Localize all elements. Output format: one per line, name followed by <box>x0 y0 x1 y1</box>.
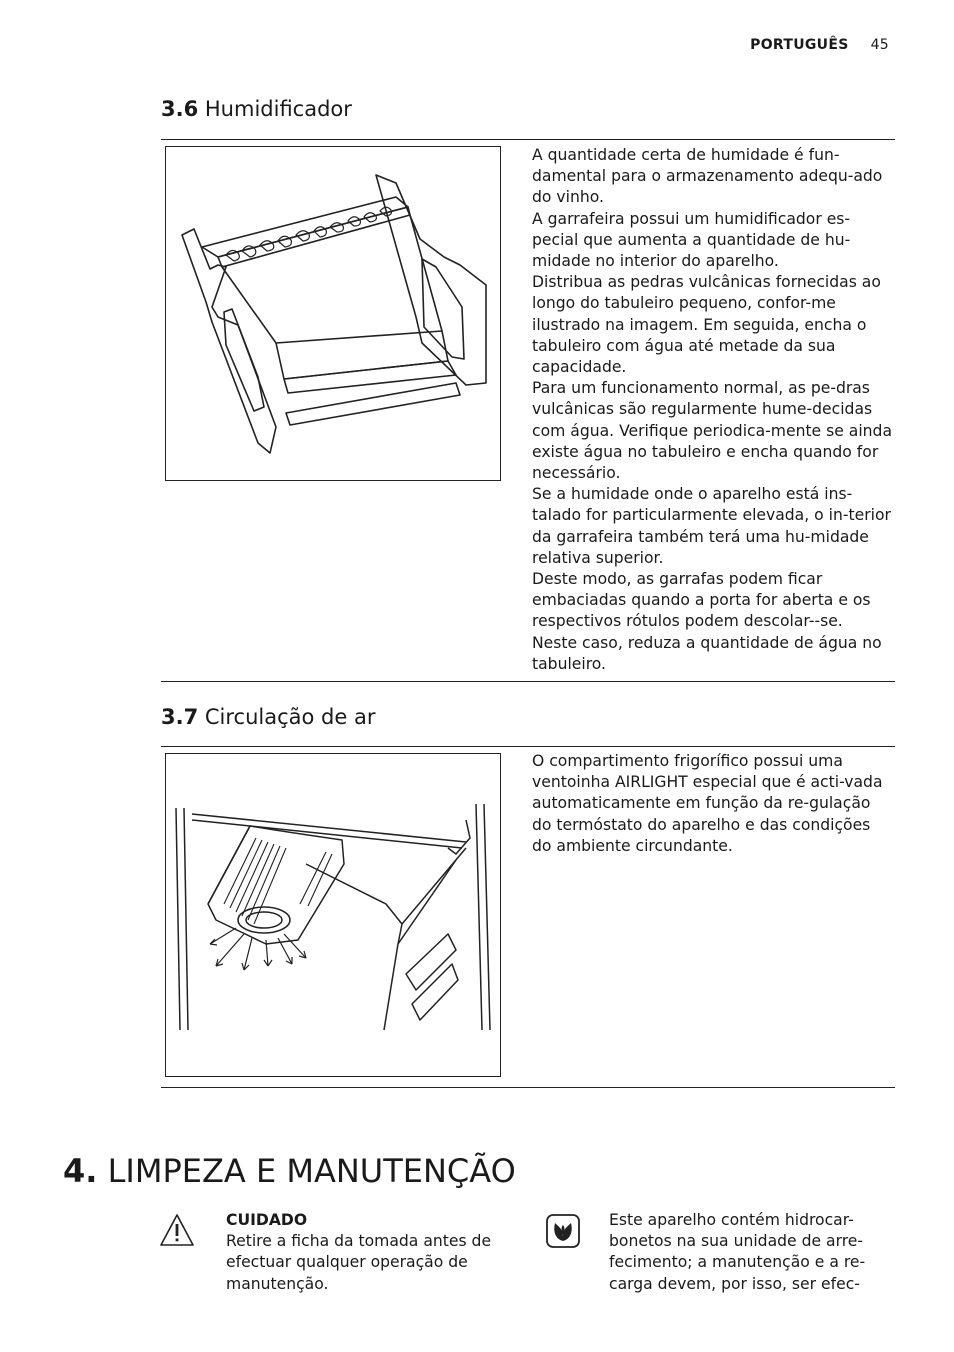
humidifier-illustration <box>165 146 501 481</box>
chapter-4-heading: LIMPEZA E MANUTENÇÃO <box>107 1152 516 1190</box>
section-37-number: 3.7 <box>161 705 199 729</box>
chapter-4-title <box>63 1152 516 1190</box>
section-36-paragraph: A garrafeira possui um humidificador es-pecial que aumenta a quantidade de hu-midade no interior do aparelho. <box>532 209 851 271</box>
section-36-paragraph: Deste modo, as garrafas podem ficar embaciadas quando a porta for aberta e os respectivos rótulos podem descolar--se. Neste caso, reduza a quantidade de água no tabuleiro. <box>532 570 882 673</box>
humidifier-tray-drawing <box>166 147 500 480</box>
section-36-paragraph: Se a humidade onde o aparelho está ins-talado for particularmente elevada, o in-terior da garrafeira também terá uma hu-midade relativa superior. <box>532 485 891 567</box>
section-36-paragraph: Para um funcionamento normal, as pe-dras vulcânicas são regularmente hume-decidas com água. Verifique periodica-mente se ainda existe água no tabuleiro e encha quando for necessário. <box>532 379 893 483</box>
section-37-bottom-rule <box>161 1087 895 1088</box>
section-36-title <box>161 97 352 121</box>
section-36-heading: Humidificador <box>204 97 352 121</box>
environment-note <box>609 1210 894 1295</box>
section-36-number: 3.6 <box>161 97 199 121</box>
page-number: 45 <box>870 37 889 53</box>
page-header <box>750 37 889 53</box>
chapter-4-number: 4. <box>63 1152 98 1190</box>
section-36-body <box>532 145 892 675</box>
section-37-heading: Circulação de ar <box>204 705 376 729</box>
section-36-top-rule <box>161 139 895 140</box>
section-36-paragraph: Distribua as pedras vulcânicas fornecidas ao longo do tabuleiro pequeno, confor-me ilustrado na imagem. Em seguida, encha o tabuleiro com água até metade da sua capacidade. <box>532 273 881 377</box>
caution-label: CUIDADO <box>226 1211 308 1229</box>
section-37-title <box>161 705 376 729</box>
section-36-bottom-rule <box>161 681 895 682</box>
environment-note-text: Este aparelho contém hidrocar-bonetos na sua unidade de arre-fecimento; a manutenção e a re-carga devem, por isso, ser efec- <box>609 1211 866 1293</box>
caution-text: Retire a ficha da tomada antes de efectuar qualquer operação de manutenção. <box>226 1232 492 1293</box>
air-circulation-illustration <box>165 753 501 1077</box>
airlight-fan-drawing <box>166 754 500 1076</box>
section-36-paragraph: A quantidade certa de humidade é fun-damental para o armazenamento adequ-ado do vinho. <box>532 146 883 207</box>
caution-note <box>226 1210 506 1295</box>
section-37-body <box>532 751 892 857</box>
warning-triangle-icon <box>159 1212 195 1248</box>
section-37-top-rule <box>161 746 895 747</box>
header-language: PORTUGUÊS <box>750 37 849 53</box>
section-37-paragraph: O compartimento frigorífico possui uma ventoinha AIRLIGHT especial que é acti-vada automaticamente em função da re-gulação do termóstato do aparelho e das condições do ambiente circundante. <box>532 752 883 855</box>
environment-leaf-icon <box>545 1213 581 1249</box>
